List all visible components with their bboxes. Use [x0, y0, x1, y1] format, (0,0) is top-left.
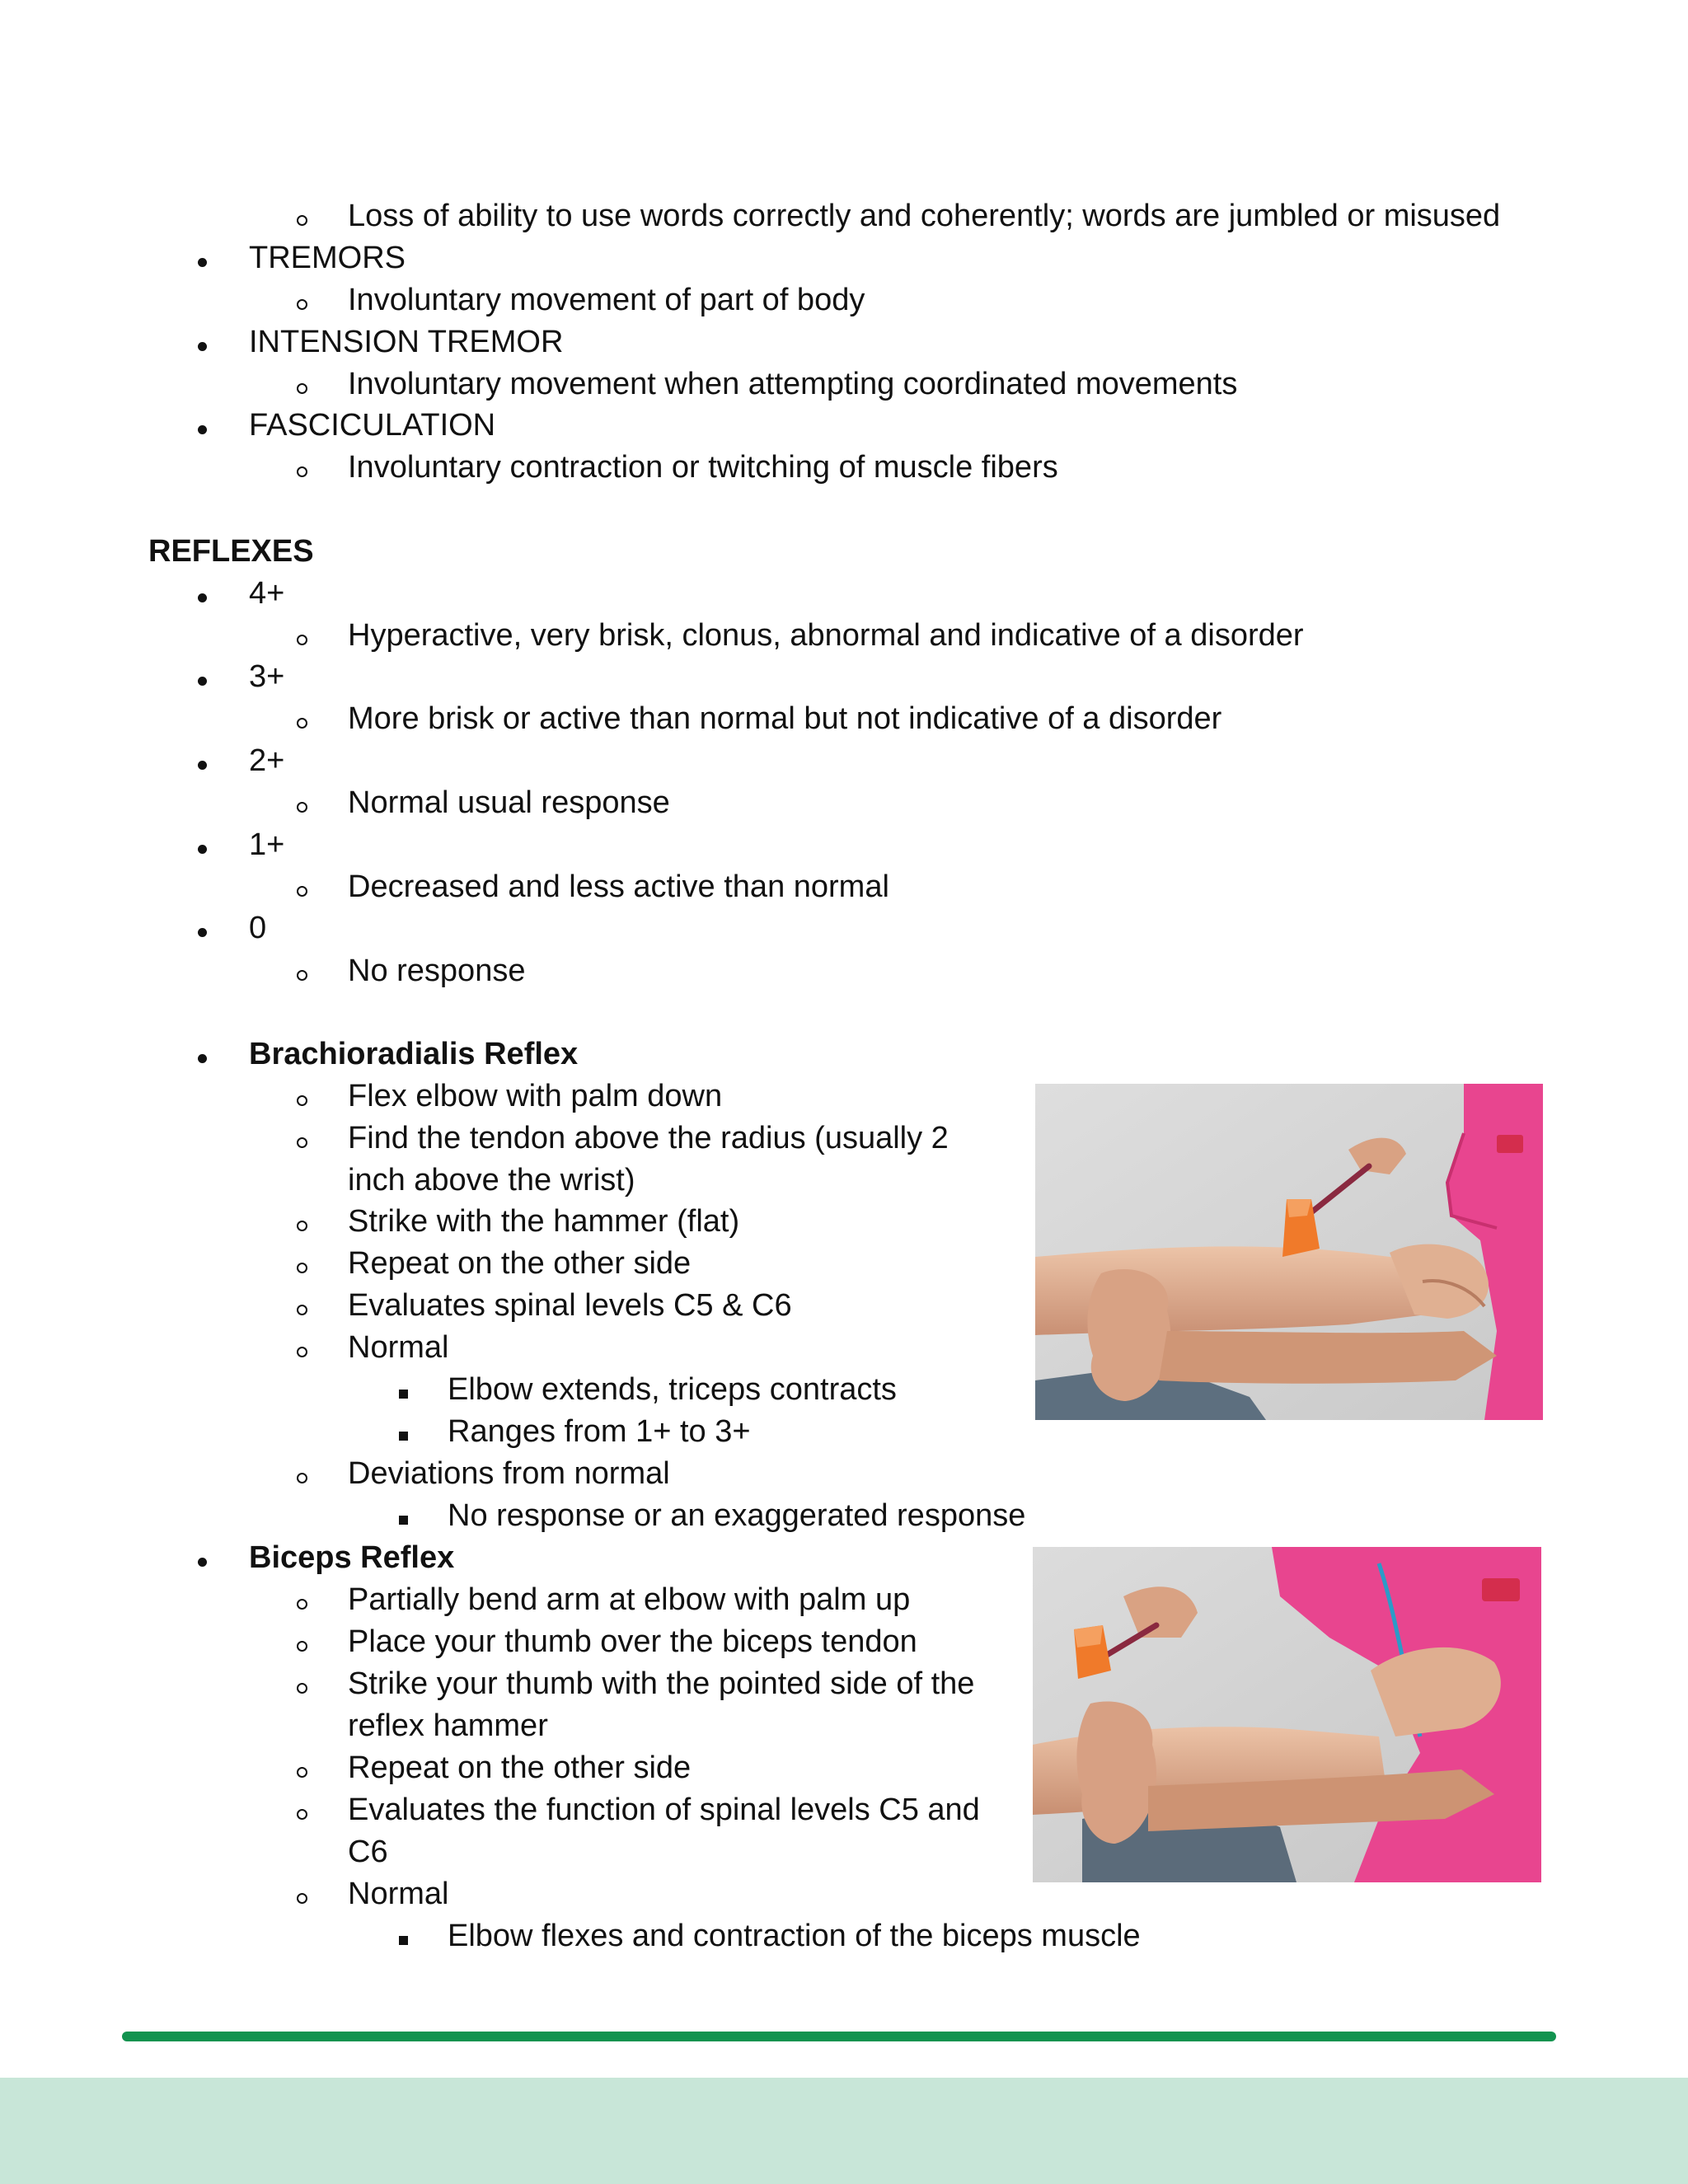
brachioradialis-photo: [1035, 1084, 1543, 1420]
footer-band: [0, 2078, 1688, 2184]
sub-bullet-icon: [297, 1877, 307, 1917]
list-subitem: Loss of ability to use words correctly and coherently; words are jumbled or misused: [348, 199, 1501, 233]
step-subitem: Elbow extends, triceps contracts: [448, 1372, 897, 1407]
bullet-icon: [198, 744, 207, 784]
reflex-grade-desc: No response: [348, 954, 526, 988]
step-item: Flex elbow with palm down: [348, 1079, 723, 1113]
step-item: Strike with the hammer (flat): [348, 1204, 740, 1239]
step-subitem: Ranges from 1+ to 3+: [448, 1414, 751, 1449]
sub-bullet-icon: [297, 1122, 307, 1161]
reflex-grade-desc: More brisk or active than normal but not indicative of a disorder: [348, 701, 1222, 736]
reflex-grade-desc: Normal usual response: [348, 785, 670, 820]
bullet-icon: [198, 912, 207, 951]
reflex-grade: 4+: [249, 576, 285, 611]
sub-bullet-icon: [297, 199, 307, 239]
step-subitem: No response or an exaggerated response: [448, 1498, 1026, 1533]
biceps-title: Biceps Reflex: [249, 1540, 455, 1575]
sub-bullet-icon: [297, 619, 307, 658]
sub-bullet-icon: [297, 1583, 307, 1623]
step-item: Repeat on the other side: [348, 1750, 692, 1785]
bullet-icon: [198, 577, 207, 616]
step-item: Partially bend arm at elbow with palm up: [348, 1582, 911, 1617]
sub-bullet-icon: [297, 702, 307, 742]
step-item: Evaluates the function of spinal levels C5 and: [348, 1793, 980, 1827]
step-item: Deviations from normal: [348, 1456, 670, 1491]
sub-bullet-icon: [297, 1247, 307, 1286]
reflex-grade: 1+: [249, 827, 285, 862]
step-item: Place your thumb over the biceps tendon: [348, 1624, 917, 1659]
bullet-icon: [198, 828, 207, 868]
bullet-icon: [198, 241, 207, 281]
reflex-grade: 0: [249, 911, 267, 945]
footer-divider: [122, 2032, 1556, 2041]
sub-bullet-icon: [297, 368, 307, 407]
reflex-grade: 3+: [249, 659, 285, 694]
sub-bullet-icon: [297, 1793, 307, 1833]
sub-bullet-icon: [297, 1331, 307, 1371]
sub-bullet-icon: [297, 1457, 307, 1497]
bullet-icon: [198, 1038, 207, 1077]
list-item: TREMORS: [249, 241, 406, 275]
step-item-continued: C6: [348, 1835, 388, 1869]
bullet-icon: [198, 409, 207, 448]
section-heading: REFLEXES: [148, 534, 314, 569]
step-item-continued: inch above the wrist): [348, 1163, 635, 1197]
sub-bullet-icon: [297, 1625, 307, 1665]
square-bullet-icon: [399, 1919, 408, 1959]
square-bullet-icon: [399, 1499, 408, 1539]
sub-bullet-icon: [297, 451, 307, 490]
sub-bullet-icon: [297, 1289, 307, 1329]
sub-bullet-icon: [297, 786, 307, 826]
list-subitem: Involuntary movement when attempting coordinated movements: [348, 367, 1238, 401]
step-subitem: Elbow flexes and contraction of the biceps muscle: [448, 1919, 1141, 1953]
sub-bullet-icon: [297, 284, 307, 323]
sub-bullet-icon: [297, 954, 307, 994]
sub-bullet-icon: [297, 1080, 307, 1119]
reflex-grade-desc: Hyperactive, very brisk, clonus, abnormal and indicative of a disorder: [348, 618, 1304, 653]
step-item: Evaluates spinal levels C5 & C6: [348, 1288, 792, 1323]
reflex-grade-desc: Decreased and less active than normal: [348, 869, 889, 904]
list-subitem: Involuntary contraction or twitching of muscle fibers: [348, 450, 1058, 485]
list-item: FASCICULATION: [249, 408, 496, 443]
bullet-icon: [198, 1541, 207, 1581]
reflex-grade: 2+: [249, 743, 285, 778]
square-bullet-icon: [399, 1373, 408, 1413]
square-bullet-icon: [399, 1415, 408, 1455]
sub-bullet-icon: [297, 1667, 307, 1707]
step-item: Find the tendon above the radius (usually 2: [348, 1121, 949, 1155]
step-item: Normal: [348, 1330, 449, 1365]
bullet-icon: [198, 660, 207, 700]
step-item: Repeat on the other side: [348, 1246, 692, 1281]
list-subitem: Involuntary movement of part of body: [348, 283, 865, 317]
step-item: Normal: [348, 1877, 449, 1911]
sub-bullet-icon: [297, 1751, 307, 1791]
biceps-photo: [1033, 1547, 1541, 1882]
step-item-continued: reflex hammer: [348, 1708, 548, 1743]
bullet-icon: [198, 326, 207, 365]
brachioradialis-title: Brachioradialis Reflex: [249, 1037, 579, 1071]
sub-bullet-icon: [297, 1205, 307, 1244]
sub-bullet-icon: [297, 870, 307, 910]
list-item: INTENSION TREMOR: [249, 325, 564, 359]
step-item: Strike your thumb with the pointed side of the: [348, 1666, 975, 1701]
